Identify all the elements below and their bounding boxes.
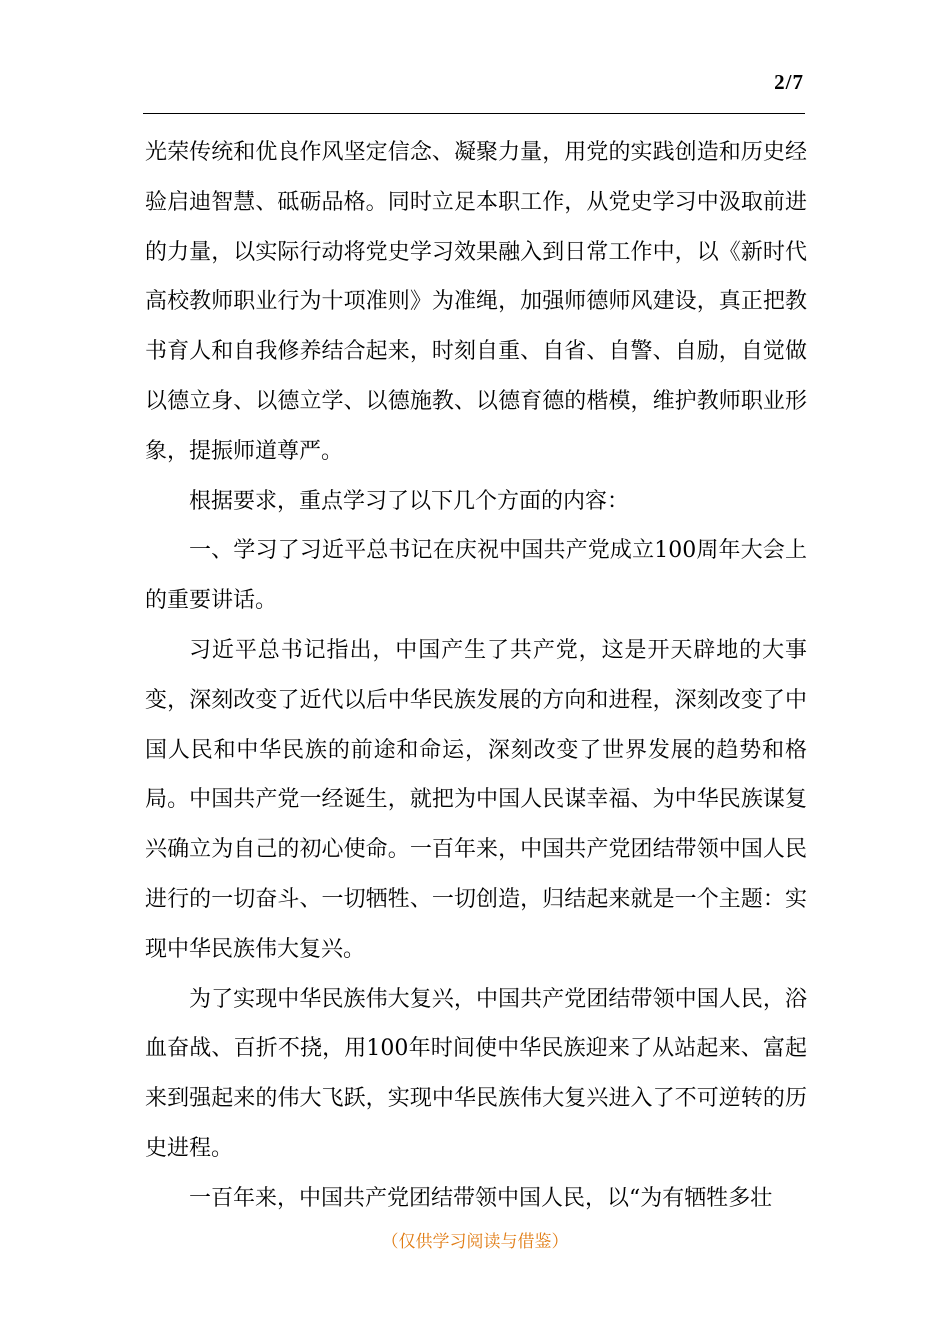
paragraph-3: 一、学习了习近平总书记在庆祝中国共产党成立100周年大会上的重要讲话。 bbox=[145, 538, 807, 614]
page-number: 2/7 bbox=[774, 70, 804, 94]
header-divider bbox=[143, 113, 805, 114]
paragraph-5: 为了实现中华民族伟大复兴，中国共产党团结带领中国人民，浴血奋战、百折不挠，用100年时间使中华民族迎来了从站起来、富起来到强起来的伟大飞跃，实现中华民族伟大复兴进入了不可逆转的历史进程。 bbox=[145, 986, 807, 1161]
paragraph-6: 一百年来，中国共产党团结带领中国人民，以“为有牺牲多壮 bbox=[189, 1185, 773, 1211]
document-body bbox=[145, 128, 807, 1224]
paragraph-1: 光荣传统和优良作风坚定信念、凝聚力量，用党的实践创造和历史经验启迪智慧、砥砺品格。同时立足本职工作，从党史学习中汲取前进的力量，以实际行动将党史学习效果融入到日常工作中，以《新时代高校教师职业行为十项准则》为准绳，加强师德师风建设，真正把教书育人和自我修养结合起来，时刻自重、自省、自警、自励，自觉做以德立身、以德立学、以德施教、以德育德的楷模，维护教师职业形象，提振师道尊严。 bbox=[145, 140, 807, 464]
paragraph-2: 根据要求，重点学习了以下几个方面的内容： bbox=[189, 488, 630, 514]
footer-note: （仅供学习阅读与借鉴） bbox=[381, 1232, 569, 1252]
paragraph-4: 习近平总书记指出，中国产生了共产党，这是开天辟地的大事变，深刻改变了近代以后中华民族发展的方向和进程，深刻改变了中国人民和中华民族的前途和命运，深刻改变了世界发展的趋势和格局。中国共产党一经诞生，就把为中国人民谋幸福、为中华民族谋复兴确立为自己的初心使命。一百年来，中国共产党团结带领中国人民进行的一切奋斗、一切牺牲、一切创造，归结起来就是一个主题：实现中华民族伟大复兴。 bbox=[145, 637, 807, 962]
